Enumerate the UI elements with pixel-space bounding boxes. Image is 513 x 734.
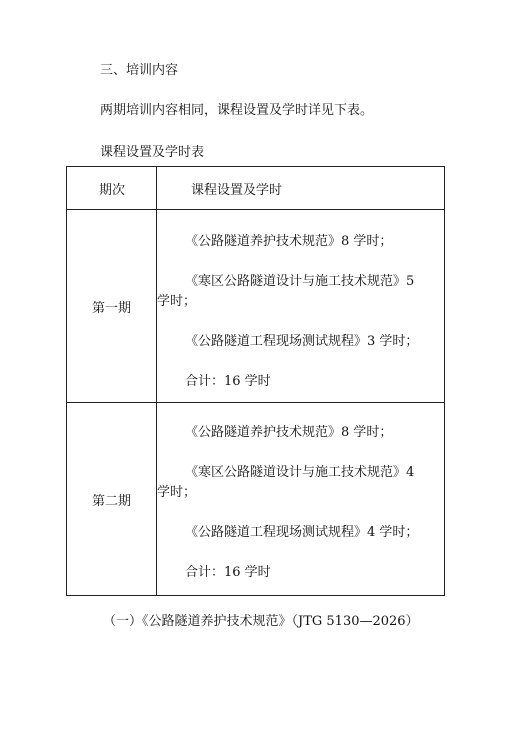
course-schedule-table [66,166,445,596]
course-item: 《公路隧道养护技术规范》8 学时； [185,234,393,249]
table-row [67,403,445,596]
course-item: 《公路隧道养护技术规范》8 学时； [185,425,393,440]
course-cell [157,403,445,596]
header-period: 期次 [67,167,157,210]
period-cell: 第一期 [67,210,157,403]
course-item: 《寒区公路隧道设计与施工技术规范》5 [185,274,415,289]
course-item-continued: 学时； [157,294,197,309]
header-course: 课程设置及学时 [157,167,445,210]
total-hours: 合计：16 学时 [185,565,271,580]
section-heading: 三、培训内容 [100,63,179,78]
period-cell: 第二期 [67,403,157,596]
course-cell [157,210,445,403]
total-hours: 合计：16 学时 [185,374,271,389]
course-item: 《公路隧道工程现场测试规程》4 学时； [185,525,419,540]
subsection-heading: （一）《公路隧道养护技术规范》（JTG 5130—2026） [103,614,419,629]
table-header-row [67,167,445,210]
course-item: 《寒区公路隧道设计与施工技术规范》4 [185,465,415,480]
table-row [67,210,445,403]
course-item: 《公路隧道工程现场测试规程》3 学时； [185,334,419,349]
table-caption: 课程设置及学时表 [100,145,205,160]
intro-paragraph: 两期培训内容相同，课程设置及学时详见下表。 [100,103,374,118]
course-item-continued: 学时； [157,485,197,500]
